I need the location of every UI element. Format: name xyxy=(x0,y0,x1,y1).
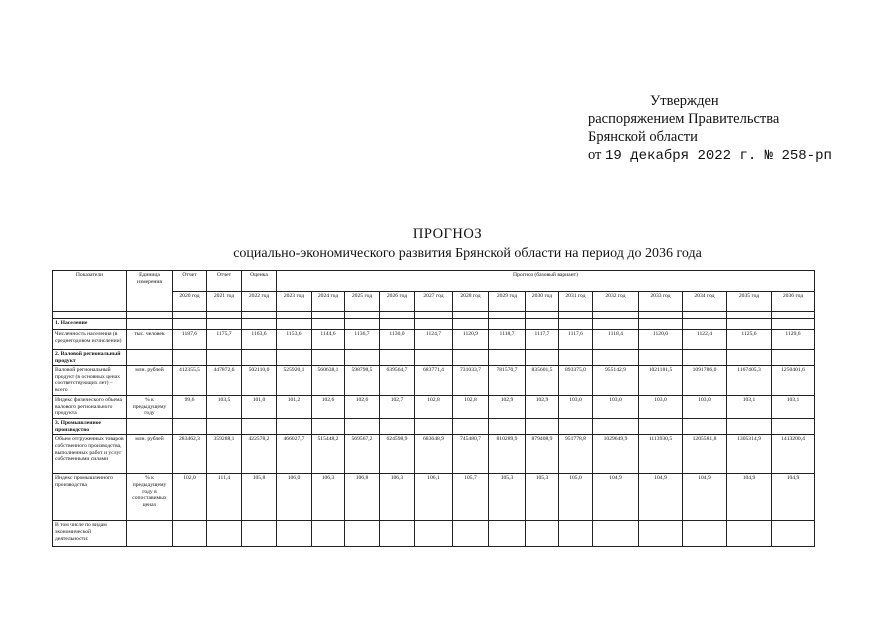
empty-cell xyxy=(559,319,593,330)
approval-date-prefix: от xyxy=(588,147,602,163)
value-cell: 1205581,8 xyxy=(683,435,727,474)
value-cell: 103,1 xyxy=(772,396,815,419)
value-cell: 951778,8 xyxy=(559,435,593,474)
header-year: 2030 год xyxy=(526,291,559,312)
approval-line-date xyxy=(588,146,832,165)
value-cell: 1175,7 xyxy=(207,330,242,350)
value-cell: 502110,0 xyxy=(242,366,277,396)
header-year: 2025 год xyxy=(345,291,380,312)
table-row xyxy=(53,474,815,521)
spacer-cell xyxy=(772,312,815,319)
value-cell xyxy=(453,521,489,547)
value-cell xyxy=(380,521,415,547)
value-cell: 104,9 xyxy=(727,474,772,521)
empty-cell xyxy=(526,350,559,366)
value-cell xyxy=(593,521,639,547)
value-cell: 1144,6 xyxy=(312,330,345,350)
header-year: 2028 год xyxy=(453,291,489,312)
value-cell: 99,6 xyxy=(173,396,207,419)
empty-cell xyxy=(683,419,727,435)
empty-cell xyxy=(127,350,173,366)
value-cell xyxy=(772,521,815,547)
value-cell: 781570,7 xyxy=(489,366,526,396)
value-cell xyxy=(312,521,345,547)
value-cell: 105,8 xyxy=(242,474,277,521)
value-cell: 1187,6 xyxy=(173,330,207,350)
value-cell: 111,4 xyxy=(207,474,242,521)
value-cell: 1122,4 xyxy=(683,330,727,350)
empty-cell xyxy=(772,419,815,435)
value-cell: 1029649,9 xyxy=(593,435,639,474)
value-cell: 1120,9 xyxy=(453,330,489,350)
empty-cell xyxy=(312,350,345,366)
spacer-cell xyxy=(683,312,727,319)
value-cell: 447872,6 xyxy=(207,366,242,396)
empty-cell xyxy=(242,350,277,366)
value-cell: 103,0 xyxy=(639,396,683,419)
value-cell xyxy=(727,521,772,547)
value-cell xyxy=(559,521,593,547)
spacer-cell xyxy=(277,312,312,319)
empty-cell xyxy=(380,350,415,366)
value-cell: 106,0 xyxy=(277,474,312,521)
value-cell: 105,3 xyxy=(526,474,559,521)
spacer-cell xyxy=(727,312,772,319)
empty-cell xyxy=(207,319,242,330)
spacer-cell xyxy=(242,312,277,319)
value-cell xyxy=(415,521,453,547)
empty-cell xyxy=(683,350,727,366)
empty-cell xyxy=(489,419,526,435)
empty-cell xyxy=(173,350,207,366)
value-cell: 283462,3 xyxy=(173,435,207,474)
value-cell: 1118,4 xyxy=(593,330,639,350)
value-cell: 683771,4 xyxy=(415,366,453,396)
section-row xyxy=(53,419,815,435)
value-cell: 105,0 xyxy=(559,474,593,521)
header-year: 2022 год xyxy=(242,291,277,312)
value-cell: 102,7 xyxy=(380,396,415,419)
spacer-cell xyxy=(415,312,453,319)
value-cell xyxy=(207,521,242,547)
row-indicator: Индекс промышленного производства xyxy=(53,474,127,521)
value-cell: 102,9 xyxy=(526,396,559,419)
empty-cell xyxy=(727,350,772,366)
spacer-row xyxy=(53,312,815,319)
spacer-cell xyxy=(639,312,683,319)
value-cell: 101,2 xyxy=(277,396,312,419)
empty-cell xyxy=(242,419,277,435)
empty-cell xyxy=(345,350,380,366)
table-row xyxy=(53,396,815,419)
value-cell xyxy=(345,521,380,547)
value-cell: 102,6 xyxy=(345,396,380,419)
value-cell: 1129,6 xyxy=(772,330,815,350)
value-cell: 101,0 xyxy=(242,396,277,419)
empty-cell xyxy=(415,319,453,330)
header-year: 2031 год xyxy=(559,291,593,312)
header-year: 2027 год xyxy=(415,291,453,312)
header-year: 2029 год xyxy=(489,291,526,312)
value-cell: 422578,2 xyxy=(242,435,277,474)
value-cell: 103,0 xyxy=(683,396,727,419)
value-cell: 835601,5 xyxy=(526,366,559,396)
empty-cell xyxy=(453,419,489,435)
empty-cell xyxy=(727,419,772,435)
table-row xyxy=(53,521,815,547)
value-cell: 106,3 xyxy=(380,474,415,521)
header-year: 2026 год xyxy=(380,291,415,312)
approval-line-region: Брянской области xyxy=(588,129,698,145)
empty-cell xyxy=(639,419,683,435)
header-unit: Единица измерения xyxy=(127,271,173,312)
empty-cell xyxy=(277,319,312,330)
header-year: 2020 год xyxy=(173,291,207,312)
empty-cell xyxy=(593,350,639,366)
row-indicator: Валовой региональный продукт (в основных ценах соответствующих лет) – всего xyxy=(53,366,127,396)
value-cell xyxy=(526,521,559,547)
row-unit: % к предыдущему году в сопоставимых ценах xyxy=(127,474,173,521)
table-row xyxy=(53,435,815,474)
value-cell: 1117,7 xyxy=(526,330,559,350)
value-cell: 1163,6 xyxy=(242,330,277,350)
section-label: 3. Промышленное производство xyxy=(53,419,127,435)
value-cell: 102,8 xyxy=(453,396,489,419)
empty-cell xyxy=(489,319,526,330)
spacer-cell xyxy=(127,312,173,319)
value-cell: 105,7 xyxy=(453,474,489,521)
value-cell: 103,0 xyxy=(593,396,639,419)
value-cell: 955142,9 xyxy=(593,366,639,396)
approval-line-order: распоряжением Правительства xyxy=(588,111,780,127)
empty-cell xyxy=(559,350,593,366)
table-row xyxy=(53,330,815,350)
section-label: 2. Валовой региональный продукт xyxy=(53,350,127,366)
spacer-cell xyxy=(53,312,127,319)
row-indicator: Объем отгруженных товаров собственного производства, выполненных работ и услуг собственными силами xyxy=(53,435,127,474)
row-indicator: В том числе по видам экономической деятельности: xyxy=(53,521,127,547)
header-report-2: Отчет xyxy=(207,271,242,292)
empty-cell xyxy=(772,350,815,366)
value-cell xyxy=(683,521,727,547)
section-row xyxy=(53,350,815,366)
empty-cell xyxy=(242,319,277,330)
value-cell: 412355,5 xyxy=(173,366,207,396)
spacer-cell xyxy=(526,312,559,319)
value-cell: 103,1 xyxy=(727,396,772,419)
row-unit: млн. рублей xyxy=(127,435,173,474)
value-cell: 1305314,9 xyxy=(727,435,772,474)
header-year: 2033 год xyxy=(639,291,683,312)
header-row-1 xyxy=(53,271,815,292)
empty-cell xyxy=(380,419,415,435)
title-main: ПРОГНОЗ xyxy=(412,226,483,242)
empty-cell xyxy=(559,419,593,435)
header-year: 2021 год xyxy=(207,291,242,312)
value-cell: 1113930,5 xyxy=(639,435,683,474)
spacer-cell xyxy=(312,312,345,319)
approval-block xyxy=(588,92,832,165)
empty-cell xyxy=(173,419,207,435)
header-forecast: Прогноз (базовый вариант) xyxy=(277,271,815,292)
empty-cell xyxy=(415,419,453,435)
value-cell xyxy=(489,521,526,547)
row-unit: млн. рублей xyxy=(127,366,173,396)
empty-cell xyxy=(345,419,380,435)
approval-line-approved: Утвержден xyxy=(650,93,719,109)
header-year: 2023 год xyxy=(277,291,312,312)
empty-cell xyxy=(453,319,489,330)
value-cell: 893375,0 xyxy=(559,366,593,396)
spacer-cell xyxy=(453,312,489,319)
value-cell: 745480,7 xyxy=(453,435,489,474)
value-cell: 1120,0 xyxy=(639,330,683,350)
document-title xyxy=(0,226,895,262)
value-cell: 1413200,4 xyxy=(772,435,815,474)
header-year: 2036 год xyxy=(772,291,815,312)
empty-cell xyxy=(639,319,683,330)
value-cell: 525920,1 xyxy=(277,366,312,396)
value-cell: 102,0 xyxy=(173,474,207,521)
row-indicator: Численность населения (в среднегодовом исчислении) xyxy=(53,330,127,350)
empty-cell xyxy=(593,419,639,435)
empty-cell xyxy=(380,319,415,330)
value-cell xyxy=(277,521,312,547)
value-cell: 515448,2 xyxy=(312,435,345,474)
header-year: 2034 год xyxy=(683,291,727,312)
value-cell: 106,3 xyxy=(312,474,345,521)
value-cell: 1118,7 xyxy=(489,330,526,350)
header-estimate: Оценка xyxy=(242,271,277,292)
empty-cell xyxy=(312,419,345,435)
spacer-cell xyxy=(173,312,207,319)
row-unit: тыс. человек xyxy=(127,330,173,350)
value-cell: 1125,6 xyxy=(727,330,772,350)
value-cell: 103,5 xyxy=(207,396,242,419)
forecast-table xyxy=(52,270,815,547)
row-unit xyxy=(127,521,173,547)
value-cell: 598798,5 xyxy=(345,366,380,396)
empty-cell xyxy=(127,419,173,435)
spacer-cell xyxy=(559,312,593,319)
empty-cell xyxy=(593,319,639,330)
section-label: 1. Население xyxy=(53,319,127,330)
value-cell: 102,9 xyxy=(489,396,526,419)
spacer-cell xyxy=(593,312,639,319)
value-cell: 1130,0 xyxy=(380,330,415,350)
empty-cell xyxy=(772,319,815,330)
value-cell: 624598,9 xyxy=(380,435,415,474)
title-subtitle: социально-экономического развития Брянской области на период до 2036 года xyxy=(233,246,702,261)
value-cell: 102,8 xyxy=(415,396,453,419)
value-cell: 560638,1 xyxy=(312,366,345,396)
empty-cell xyxy=(453,350,489,366)
section-row xyxy=(53,319,815,330)
empty-cell xyxy=(683,319,727,330)
value-cell xyxy=(173,521,207,547)
value-cell: 879408,9 xyxy=(526,435,559,474)
spacer-cell xyxy=(345,312,380,319)
row-indicator: Индекс физического объема валового регионального продукта xyxy=(53,396,127,419)
value-cell: 1117,6 xyxy=(559,330,593,350)
value-cell xyxy=(242,521,277,547)
value-cell xyxy=(639,521,683,547)
value-cell: 1136,7 xyxy=(345,330,380,350)
header-year: 2035 год xyxy=(727,291,772,312)
row-unit: % к предыдущему году xyxy=(127,396,173,419)
value-cell: 104,9 xyxy=(772,474,815,521)
value-cell: 102,6 xyxy=(312,396,345,419)
spacer-cell xyxy=(207,312,242,319)
value-cell: 359288,1 xyxy=(207,435,242,474)
empty-cell xyxy=(345,319,380,330)
value-cell: 1153,6 xyxy=(277,330,312,350)
empty-cell xyxy=(173,319,207,330)
value-cell: 105,3 xyxy=(489,474,526,521)
value-cell: 683648,9 xyxy=(415,435,453,474)
value-cell: 810289,9 xyxy=(489,435,526,474)
empty-cell xyxy=(312,319,345,330)
header-report-1: Отчет xyxy=(173,271,207,292)
empty-cell xyxy=(207,419,242,435)
table-row xyxy=(53,366,815,396)
value-cell: 1167405,3 xyxy=(727,366,772,396)
empty-cell xyxy=(526,419,559,435)
empty-cell xyxy=(526,319,559,330)
empty-cell xyxy=(727,319,772,330)
empty-cell xyxy=(207,350,242,366)
value-cell: 1091786,0 xyxy=(683,366,727,396)
value-cell: 104,9 xyxy=(683,474,727,521)
value-cell: 731033,7 xyxy=(453,366,489,396)
header-indicator: Показатели xyxy=(53,271,127,312)
value-cell: 639564,7 xyxy=(380,366,415,396)
spacer-cell xyxy=(380,312,415,319)
empty-cell xyxy=(639,350,683,366)
empty-cell xyxy=(277,350,312,366)
approval-date-stamp: 19 декабря 2022 г. № 258-рп xyxy=(605,148,832,164)
value-cell: 1021181,5 xyxy=(639,366,683,396)
value-cell: 104,9 xyxy=(639,474,683,521)
empty-cell xyxy=(127,319,173,330)
value-cell: 106,1 xyxy=(415,474,453,521)
value-cell: 1250401,6 xyxy=(772,366,815,396)
spacer-cell xyxy=(489,312,526,319)
empty-cell xyxy=(277,419,312,435)
value-cell: 103,0 xyxy=(559,396,593,419)
value-cell: 106,8 xyxy=(345,474,380,521)
value-cell: 466027,7 xyxy=(277,435,312,474)
empty-cell xyxy=(489,350,526,366)
value-cell: 1124,7 xyxy=(415,330,453,350)
header-year: 2032 год xyxy=(593,291,639,312)
value-cell: 569567,2 xyxy=(345,435,380,474)
empty-cell xyxy=(415,350,453,366)
value-cell: 104,9 xyxy=(593,474,639,521)
header-year: 2024 год xyxy=(312,291,345,312)
